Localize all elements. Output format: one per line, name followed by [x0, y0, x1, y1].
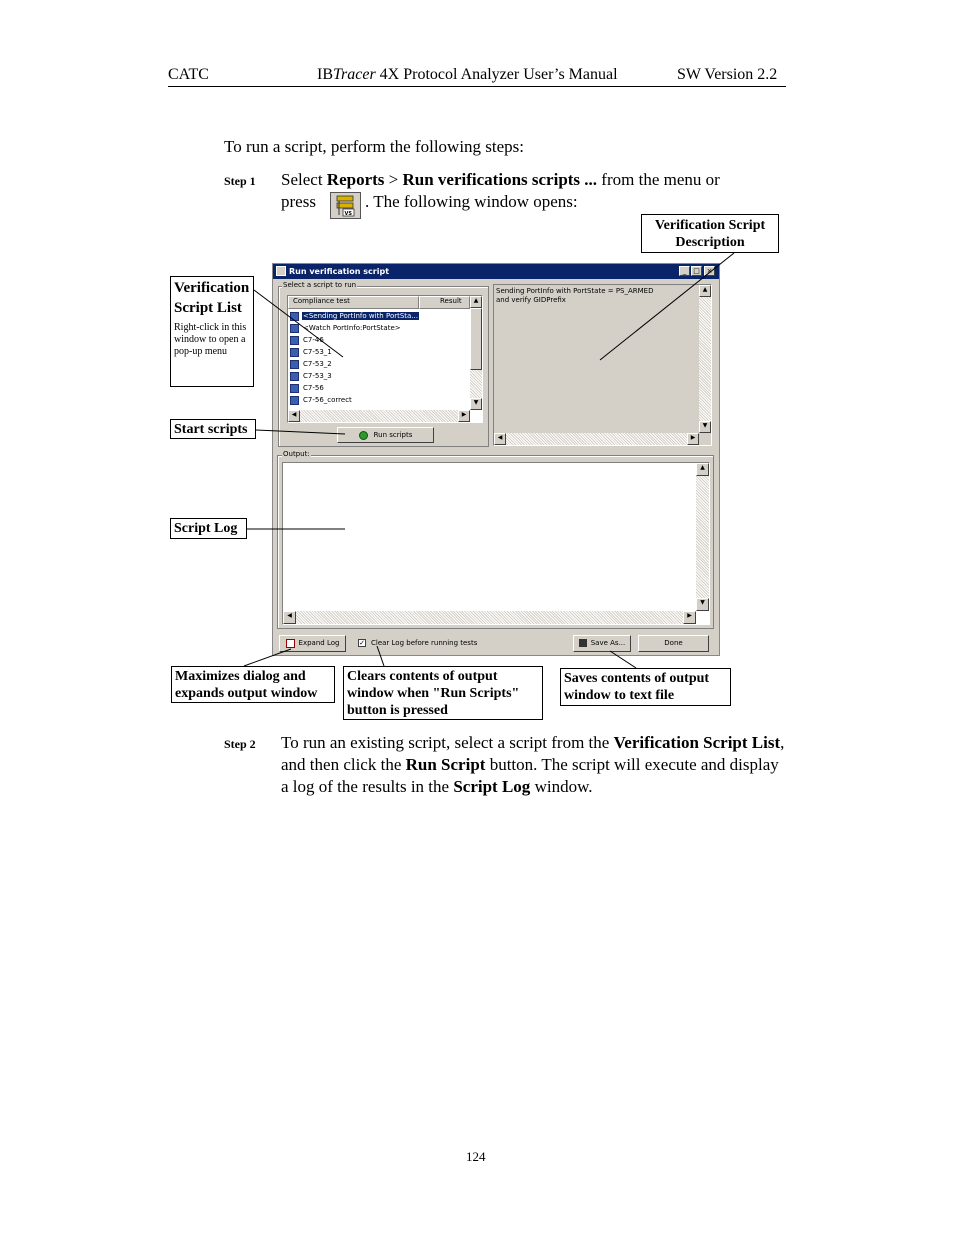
script-item[interactable]: C7-53_3	[290, 370, 333, 382]
step1-text: Select Reports > Run verifications scripts ... from the menu or	[281, 170, 720, 189]
expand-log-button[interactable]: Expand Log	[279, 635, 346, 652]
script-item[interactable]: <Watch PortInfo:PortState>	[290, 322, 402, 334]
step2-label: Step 2	[224, 737, 256, 751]
scroll-left-button[interactable]: ◀	[288, 410, 300, 422]
intro-text: To run a script, perform the following steps:	[224, 137, 525, 156]
callout-script-log: Script Log	[170, 518, 247, 539]
script-description-text: Sending PortInfo with PortState = PS_ARMED and verify GIDPrefix	[496, 287, 654, 304]
maximize-button[interactable]: □	[691, 266, 702, 276]
clear-log-checkbox-label[interactable]: Clear Log before running tests	[371, 639, 478, 647]
callout-script-list: Verification Script List Right-click in this window to open a pop-up menu	[170, 276, 254, 387]
script-item[interactable]: <Sending PortInfo with PortSta...	[290, 310, 419, 322]
minimize-button[interactable]: _	[679, 266, 690, 276]
done-button[interactable]: Done	[638, 635, 709, 652]
svg-text:VS: VS	[344, 211, 352, 217]
column-header-result[interactable]: Result	[419, 296, 470, 309]
callout-clear-log: Clears contents of output window when "Run Scripts" button is pressed	[343, 666, 543, 720]
step1-press: press	[281, 192, 316, 211]
output-scroll-right[interactable]: ▶	[683, 611, 696, 624]
script-item[interactable]: C7-56	[290, 382, 325, 394]
script-item[interactable]: C7-46	[290, 334, 325, 346]
callout-maximize: Maximizes dialog and expands output window	[171, 666, 335, 703]
callout-save: Saves contents of output window to text file	[560, 668, 731, 706]
description-scroll-up[interactable]: ▲	[699, 285, 711, 297]
dialog-title: Run verification script	[289, 267, 390, 276]
script-item[interactable]: C7-53_2	[290, 358, 333, 370]
column-header-compliance-test[interactable]: Compliance test	[288, 296, 419, 309]
output-scroll-left[interactable]: ◀	[283, 611, 296, 624]
scroll-down-button[interactable]: ▼	[470, 398, 482, 410]
callout-start-scripts: Start scripts	[170, 419, 256, 439]
description-scroll-down[interactable]: ▼	[699, 421, 711, 433]
scroll-right-button[interactable]: ▶	[458, 410, 470, 422]
select-script-group-label: Select a script to run	[283, 281, 357, 289]
header-title: IBTracer 4X Protocol Analyzer User’s Manual	[317, 66, 618, 83]
page-number: 124	[466, 1149, 486, 1164]
clear-log-checkbox[interactable]: ✓	[359, 639, 365, 647]
description-scroll-left[interactable]: ◀	[494, 433, 506, 445]
step1-following: . The following window opens:	[365, 192, 578, 211]
script-item[interactable]: C7-53_1	[290, 346, 333, 358]
header-left: CATC	[168, 66, 209, 83]
scroll-up-button[interactable]: ▲	[470, 296, 482, 308]
output-scroll-up[interactable]: ▲	[696, 463, 709, 476]
header-version: SW Version 2.2	[677, 66, 778, 83]
script-item[interactable]: C7-56_correct	[290, 394, 353, 406]
run-scripts-button[interactable]: Run scripts	[337, 427, 434, 443]
output-scroll-down[interactable]: ▼	[696, 598, 709, 611]
save-as-button[interactable]: Save As...	[573, 635, 631, 652]
step2-text: To run an existing script, select a script from the Verification Script List, and then click the Run Script button. The script will execute and display a log of the results in the Script Log window.	[281, 733, 785, 796]
close-button[interactable]: ×	[704, 266, 715, 276]
output-group-label: Output:	[283, 450, 310, 458]
description-scroll-right[interactable]: ▶	[687, 433, 699, 445]
step1-label: Step 1	[224, 174, 256, 188]
callout-script-description: Verification Script Description	[641, 214, 779, 253]
